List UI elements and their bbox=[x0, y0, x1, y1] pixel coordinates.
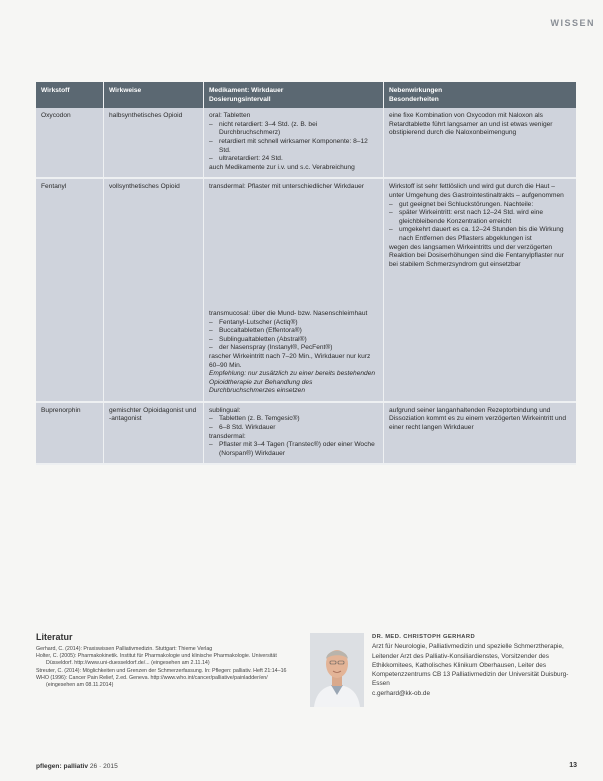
opioid-table bbox=[36, 82, 576, 465]
journal-name: pflegen: palliativ bbox=[36, 763, 89, 770]
transmucosal-intro: transmucosal: über die Mund- bzw. Nasenschleimhaut bbox=[209, 309, 368, 317]
table-header-row bbox=[36, 82, 576, 108]
cell-medikament bbox=[204, 108, 384, 178]
medikament-transmucosal bbox=[209, 310, 377, 396]
table-row bbox=[36, 402, 576, 465]
author-name: DR. MED. CHRISTOPH GERHARD bbox=[372, 634, 476, 640]
transmucosal-recommendation: Empfehlung: nur zusätzlich zu einer bereits bestehenden Opioidtherapie zur Behandlung des Durchbruchschmerzes einsetzen bbox=[209, 370, 376, 395]
list-item: – retardiert mit schnell wirksamer Komponente: 8–12 Std. bbox=[209, 138, 377, 155]
table-row bbox=[36, 178, 576, 402]
author-portrait-image bbox=[310, 633, 364, 707]
list-item: – nicht retardiert: 3–4 Std. (z. B. bei Durchbruchschmerz) bbox=[209, 121, 377, 138]
list-item: – gut geeignet bei Schluckstörungen. Nachteile: bbox=[389, 201, 570, 210]
literatur-entry: Streuter, C. (2014): Möglichkeiten und Grenzen der Schmerzerfassung. In: Pflegen: palliativ. Heft 21:14–16 bbox=[36, 667, 287, 674]
journal-issue: 26 · 2015 bbox=[89, 763, 118, 770]
list-item: – Fentanyl-Lutscher (Actiq®) bbox=[209, 319, 377, 328]
nebenwirkungen-outro: wegen des langsamen Wirkeintritts und der verzögerten Reaktion bei Dosiserhöhungen sind die Fentanylpflaster nur bei stabilem Schmerzsyndrom gut einsetzbar bbox=[389, 243, 564, 268]
transmucosal-note: rascher Wirkeintritt nach 7–20 Min., Wirkdauer nur kurz 60–90 Min. bbox=[209, 352, 371, 369]
medikament-intro: oral: Tabletten bbox=[209, 112, 251, 120]
cell-wirkweise: gemischter Opioidagonist und -antagonist bbox=[104, 402, 204, 465]
list-item: – 6–8 Std. Wirkdauer bbox=[209, 424, 377, 433]
section-label: WISSEN bbox=[550, 18, 595, 28]
medikament-mid: transdermal: bbox=[209, 432, 246, 440]
footer-journal bbox=[36, 763, 118, 770]
header-wirkstoff: Wirkstoff bbox=[36, 82, 104, 108]
medikament-list-2 bbox=[209, 441, 377, 458]
author-bio: Arzt für Neurologie, Palliativmedizin und spezielle Schmerztherapie, Leitender Arzt des Palliativ-Konsiliardienstes, Vorsitzender des Ethikkomitees, Katholisches Klinikum Oberhausen, Leiter des Kompetenzzentrums CB 13 Palliativmedizin der Universität Duisburg-Essen bbox=[372, 643, 569, 688]
author-email: c.gerhard@kk-ob.de bbox=[372, 689, 430, 697]
medikament-list bbox=[209, 121, 377, 164]
header-medikament: Medikament: Wirkdauer Dosierungsintervall bbox=[204, 82, 384, 108]
list-item: – später Wirkeintritt: erst nach 12–24 Std. wird eine gleichbleibende Konzentration erreicht bbox=[389, 209, 570, 226]
cell-medikament bbox=[204, 402, 384, 465]
medikament-list bbox=[209, 415, 377, 432]
cell-nebenwirkungen: aufgrund seiner langanhaltenden Rezeptorbindung und Dissoziation kommt es zu einem verzögerten Wirkeintritt und einer recht langen Wirkdauer bbox=[384, 402, 577, 465]
list-item: – umgekehrt dauert es ca. 12–24 Stunden bis die Wirkung nach Entfernen des Pflasters abgeklungen ist bbox=[389, 226, 570, 243]
nebenwirkungen-list bbox=[389, 201, 570, 244]
list-item: – Sublingualtabletten (Abstral®) bbox=[209, 336, 377, 345]
list-item: – Pflaster mit 3–4 Tagen (Transtec®) oder einer Woche (Norspan®) Wirkdauer bbox=[209, 441, 377, 458]
literatur-entry: Holter, C. (2005): Pharmakokinetik. Institut für Pharmakologie und klinische Pharmakologie. Universität Düsseldorf. http://www.uni-duesseldorf.de/... (eingesehen am 2.11.14) bbox=[36, 653, 277, 667]
medikament-outro: auch Medikamente zur i.v. und s.c. Verabreichung bbox=[209, 163, 355, 171]
list-item: – ultraretardiert: 24 Std. bbox=[209, 155, 377, 164]
cell-wirkstoff: Oxycodon bbox=[36, 108, 104, 178]
author-photo bbox=[310, 633, 364, 707]
cell-nebenwirkungen bbox=[384, 178, 577, 402]
header-nebenwirkungen: Nebenwirkungen Besonderheiten bbox=[384, 82, 577, 108]
list-item: – der Nasenspray (Instanyl®, PecFent®) bbox=[209, 344, 377, 353]
list-item: – Tabletten (z. B. Temgesic®) bbox=[209, 415, 377, 424]
cell-wirkweise: halbsynthetisches Opioid bbox=[104, 108, 204, 178]
page-number: 13 bbox=[569, 762, 577, 769]
cell-wirkstoff: Buprenorphin bbox=[36, 402, 104, 465]
literatur-entry: Gerhard, C. (2014): Praxiswissen Palliativmedizin. Stuttgart: Thieme Verlag bbox=[36, 646, 213, 652]
cell-nebenwirkungen: eine fixe Kombination von Oxycodon mit Naloxon als Retardtablette führt langsamer an und ist etwas weniger obstipierend durch die Naloxonbeimengung bbox=[384, 108, 577, 178]
list-item: – Buccaltabletten (Effentora®) bbox=[209, 327, 377, 336]
table-row bbox=[36, 108, 576, 178]
medikament-intro: sublingual: bbox=[209, 406, 241, 414]
cell-medikament bbox=[204, 178, 384, 402]
author-box bbox=[372, 633, 577, 698]
literatur-list bbox=[36, 646, 291, 689]
header-wirkweise: Wirkweise bbox=[104, 82, 204, 108]
cell-wirkstoff: Fentanyl bbox=[36, 178, 104, 402]
literatur-entry: WHO (1996): Cancer Pain Relief, 2.ed. Geneva. http://www.who.int/cancer/palliative/painladder/en/ (eingesehen am 08.11.2014) bbox=[36, 674, 268, 689]
medikament-transdermal: transdermal: Pflaster mit unterschiedlicher Wirkdauer bbox=[209, 183, 365, 191]
literatur-title: Literatur bbox=[36, 632, 73, 642]
nebenwirkungen-intro: Wirkstoff ist sehr fettlöslich und wird gut durch die Haut – unter Umgehung des Gastrointestinaltrakts – aufgenommen bbox=[389, 183, 564, 199]
transmucosal-list bbox=[209, 319, 377, 353]
cell-wirkweise: vollsynthetisches Opioid bbox=[104, 178, 204, 402]
